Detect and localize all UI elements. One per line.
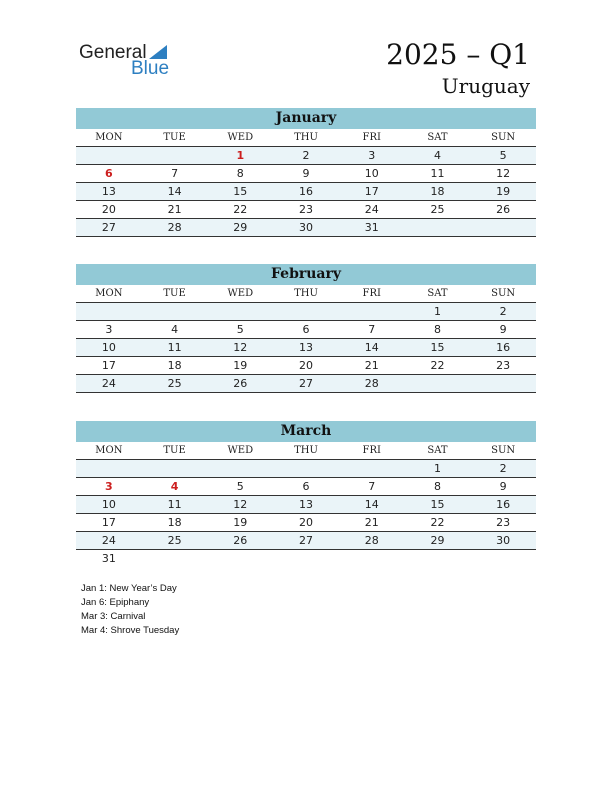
day-cell: 5	[499, 149, 507, 162]
day-cell: 27	[101, 221, 116, 234]
day-cell: 23	[496, 516, 511, 529]
week-row	[76, 147, 536, 165]
day-cell	[339, 303, 405, 320]
day-cell: 2	[499, 462, 507, 475]
weekday-label: WED	[227, 288, 254, 299]
day-cell	[76, 147, 142, 164]
weekday-label: TUE	[163, 132, 186, 143]
day-cell: 26	[233, 377, 248, 390]
day-cell: 11	[430, 167, 445, 180]
day-cell: 21	[364, 359, 379, 372]
weekday-label: MON	[95, 288, 123, 299]
day-cell: 28	[167, 221, 182, 234]
weekday-header-row	[76, 285, 536, 303]
day-cell: 8	[433, 323, 441, 336]
weekday-label: SUN	[491, 445, 516, 456]
holiday-note: Jan 6: Epiphany	[81, 597, 150, 608]
week-row	[76, 375, 536, 393]
day-cell: 23	[496, 359, 511, 372]
day-cell: 30	[299, 221, 314, 234]
day-cell: 22	[430, 359, 445, 372]
weekday-header-row	[76, 442, 536, 460]
day-cell: 6	[302, 480, 310, 493]
holiday-note: Mar 3: Carnival	[81, 611, 146, 622]
week-row	[76, 303, 536, 321]
week-row	[76, 478, 536, 496]
day-cell: 7	[171, 167, 179, 180]
day-cell	[207, 303, 273, 320]
week-row	[76, 514, 536, 532]
day-cell	[405, 375, 471, 392]
week-row	[76, 532, 536, 550]
weekday-label: SUN	[491, 132, 516, 143]
week-row	[76, 550, 536, 567]
generalblue-logo	[79, 42, 179, 82]
day-cell	[273, 303, 339, 320]
logo-text-general: General	[79, 42, 147, 63]
weekday-label: MON	[95, 132, 123, 143]
day-cell: 20	[101, 203, 116, 216]
weekday-label: FRI	[362, 132, 381, 143]
day-cell: 16	[496, 341, 511, 354]
day-cell: 14	[364, 341, 379, 354]
day-cell: 18	[167, 359, 182, 372]
week-row	[76, 165, 536, 183]
day-cell: 3	[105, 323, 113, 336]
day-cell: 13	[101, 185, 116, 198]
day-cell: 14	[167, 185, 182, 198]
day-cell: 18	[430, 185, 445, 198]
day-cell	[339, 550, 405, 567]
day-cell: 29	[233, 221, 248, 234]
day-cell	[339, 460, 405, 477]
day-cell: 20	[299, 516, 314, 529]
day-cell: 28	[364, 534, 379, 547]
weekday-label: THU	[294, 132, 318, 143]
day-cell: 16	[496, 498, 511, 511]
day-cell	[142, 147, 208, 164]
day-cell: 11	[167, 498, 182, 511]
day-cell: 6	[302, 323, 310, 336]
week-row	[76, 339, 536, 357]
day-cell: 21	[364, 516, 379, 529]
weekday-label: WED	[227, 132, 254, 143]
weekday-label: MON	[95, 445, 123, 456]
day-cell: 10	[364, 167, 379, 180]
day-cell: 4	[433, 149, 441, 162]
day-cell: 24	[101, 377, 116, 390]
day-cell: 19	[233, 516, 248, 529]
day-cell	[76, 303, 142, 320]
day-cell: 15	[430, 498, 445, 511]
week-row	[76, 321, 536, 339]
weekday-label: SAT	[427, 132, 448, 143]
day-cell: 26	[233, 534, 248, 547]
day-cell	[142, 460, 208, 477]
week-row	[76, 201, 536, 219]
week-row	[76, 183, 536, 201]
month-header: February	[76, 264, 536, 285]
day-cell: 28	[364, 377, 379, 390]
day-cell: 17	[101, 359, 116, 372]
holiday-day-cell: 4	[170, 480, 179, 493]
day-cell: 5	[236, 323, 244, 336]
day-cell: 29	[430, 534, 445, 547]
day-cell: 2	[499, 305, 507, 318]
day-cell: 2	[302, 149, 310, 162]
day-cell: 3	[368, 149, 376, 162]
day-cell	[207, 460, 273, 477]
day-cell: 8	[236, 167, 244, 180]
day-cell: 25	[167, 377, 182, 390]
day-cell: 5	[236, 480, 244, 493]
day-cell: 8	[433, 480, 441, 493]
month-march	[76, 421, 536, 567]
day-cell: 19	[233, 359, 248, 372]
day-cell: 31	[101, 552, 116, 565]
weekday-label: SUN	[491, 288, 516, 299]
day-cell: 25	[167, 534, 182, 547]
day-cell: 11	[167, 341, 182, 354]
day-cell: 10	[101, 498, 116, 511]
day-cell: 9	[499, 323, 507, 336]
day-cell: 7	[368, 323, 376, 336]
day-cell: 24	[364, 203, 379, 216]
logo-triangle-icon	[149, 45, 167, 59]
day-cell: 15	[233, 185, 248, 198]
day-cell: 9	[499, 480, 507, 493]
day-cell	[207, 550, 273, 567]
day-cell: 13	[299, 341, 314, 354]
weekday-label: TUE	[163, 288, 186, 299]
month-february	[76, 264, 536, 393]
day-cell	[405, 219, 471, 236]
day-cell: 24	[101, 534, 116, 547]
weekday-label: SAT	[427, 288, 448, 299]
month-january	[76, 108, 536, 237]
logo-text-blue: Blue	[131, 58, 170, 79]
day-cell	[470, 375, 536, 392]
day-cell: 17	[101, 516, 116, 529]
day-cell	[273, 460, 339, 477]
holiday-day-cell: 3	[105, 480, 113, 493]
country-subtitle: Uruguay	[441, 74, 530, 98]
day-cell: 4	[171, 323, 179, 336]
day-cell: 21	[167, 203, 182, 216]
holiday-note: Jan 1: New Year’s Day	[81, 583, 177, 594]
day-cell: 13	[299, 498, 314, 511]
day-cell: 12	[233, 341, 248, 354]
week-row	[76, 460, 536, 478]
day-cell: 12	[233, 498, 248, 511]
day-cell: 1	[433, 305, 441, 318]
day-cell: 19	[496, 185, 511, 198]
holiday-note: Mar 4: Shrove Tuesday	[81, 625, 180, 636]
day-cell	[273, 550, 339, 567]
day-cell: 20	[299, 359, 314, 372]
day-cell: 30	[496, 534, 511, 547]
holiday-day-cell: 6	[105, 167, 113, 180]
day-cell: 22	[233, 203, 248, 216]
day-cell: 27	[299, 534, 314, 547]
day-cell: 31	[364, 221, 379, 234]
day-cell: 9	[302, 167, 310, 180]
month-header: March	[76, 421, 536, 442]
day-cell: 10	[101, 341, 116, 354]
day-cell	[470, 550, 536, 567]
day-cell: 25	[430, 203, 445, 216]
week-row	[76, 219, 536, 237]
day-cell: 18	[167, 516, 182, 529]
day-cell: 15	[430, 341, 445, 354]
weekday-header-row	[76, 129, 536, 147]
day-cell: 22	[430, 516, 445, 529]
day-cell	[470, 219, 536, 236]
day-cell: 1	[433, 462, 441, 475]
week-row	[76, 357, 536, 375]
holiday-notes	[81, 582, 179, 638]
weekday-label: THU	[294, 445, 318, 456]
weekday-label: SAT	[427, 445, 448, 456]
day-cell: 26	[496, 203, 511, 216]
day-cell: 14	[364, 498, 379, 511]
day-cell: 7	[368, 480, 376, 493]
day-cell	[76, 460, 142, 477]
day-cell: 27	[299, 377, 314, 390]
weekday-label: FRI	[362, 445, 381, 456]
weekday-label: THU	[294, 288, 318, 299]
weekday-label: FRI	[362, 288, 381, 299]
page-title: 2025 – Q1	[386, 38, 530, 71]
day-cell: 17	[364, 185, 379, 198]
month-header: January	[76, 108, 536, 129]
holiday-day-cell: 1	[236, 149, 245, 162]
day-cell: 12	[496, 167, 511, 180]
day-cell	[142, 550, 208, 567]
week-row	[76, 496, 536, 514]
day-cell	[142, 303, 208, 320]
weekday-label: TUE	[163, 445, 186, 456]
day-cell: 23	[299, 203, 314, 216]
day-cell: 16	[299, 185, 314, 198]
day-cell	[405, 550, 471, 567]
weekday-label: WED	[227, 445, 254, 456]
